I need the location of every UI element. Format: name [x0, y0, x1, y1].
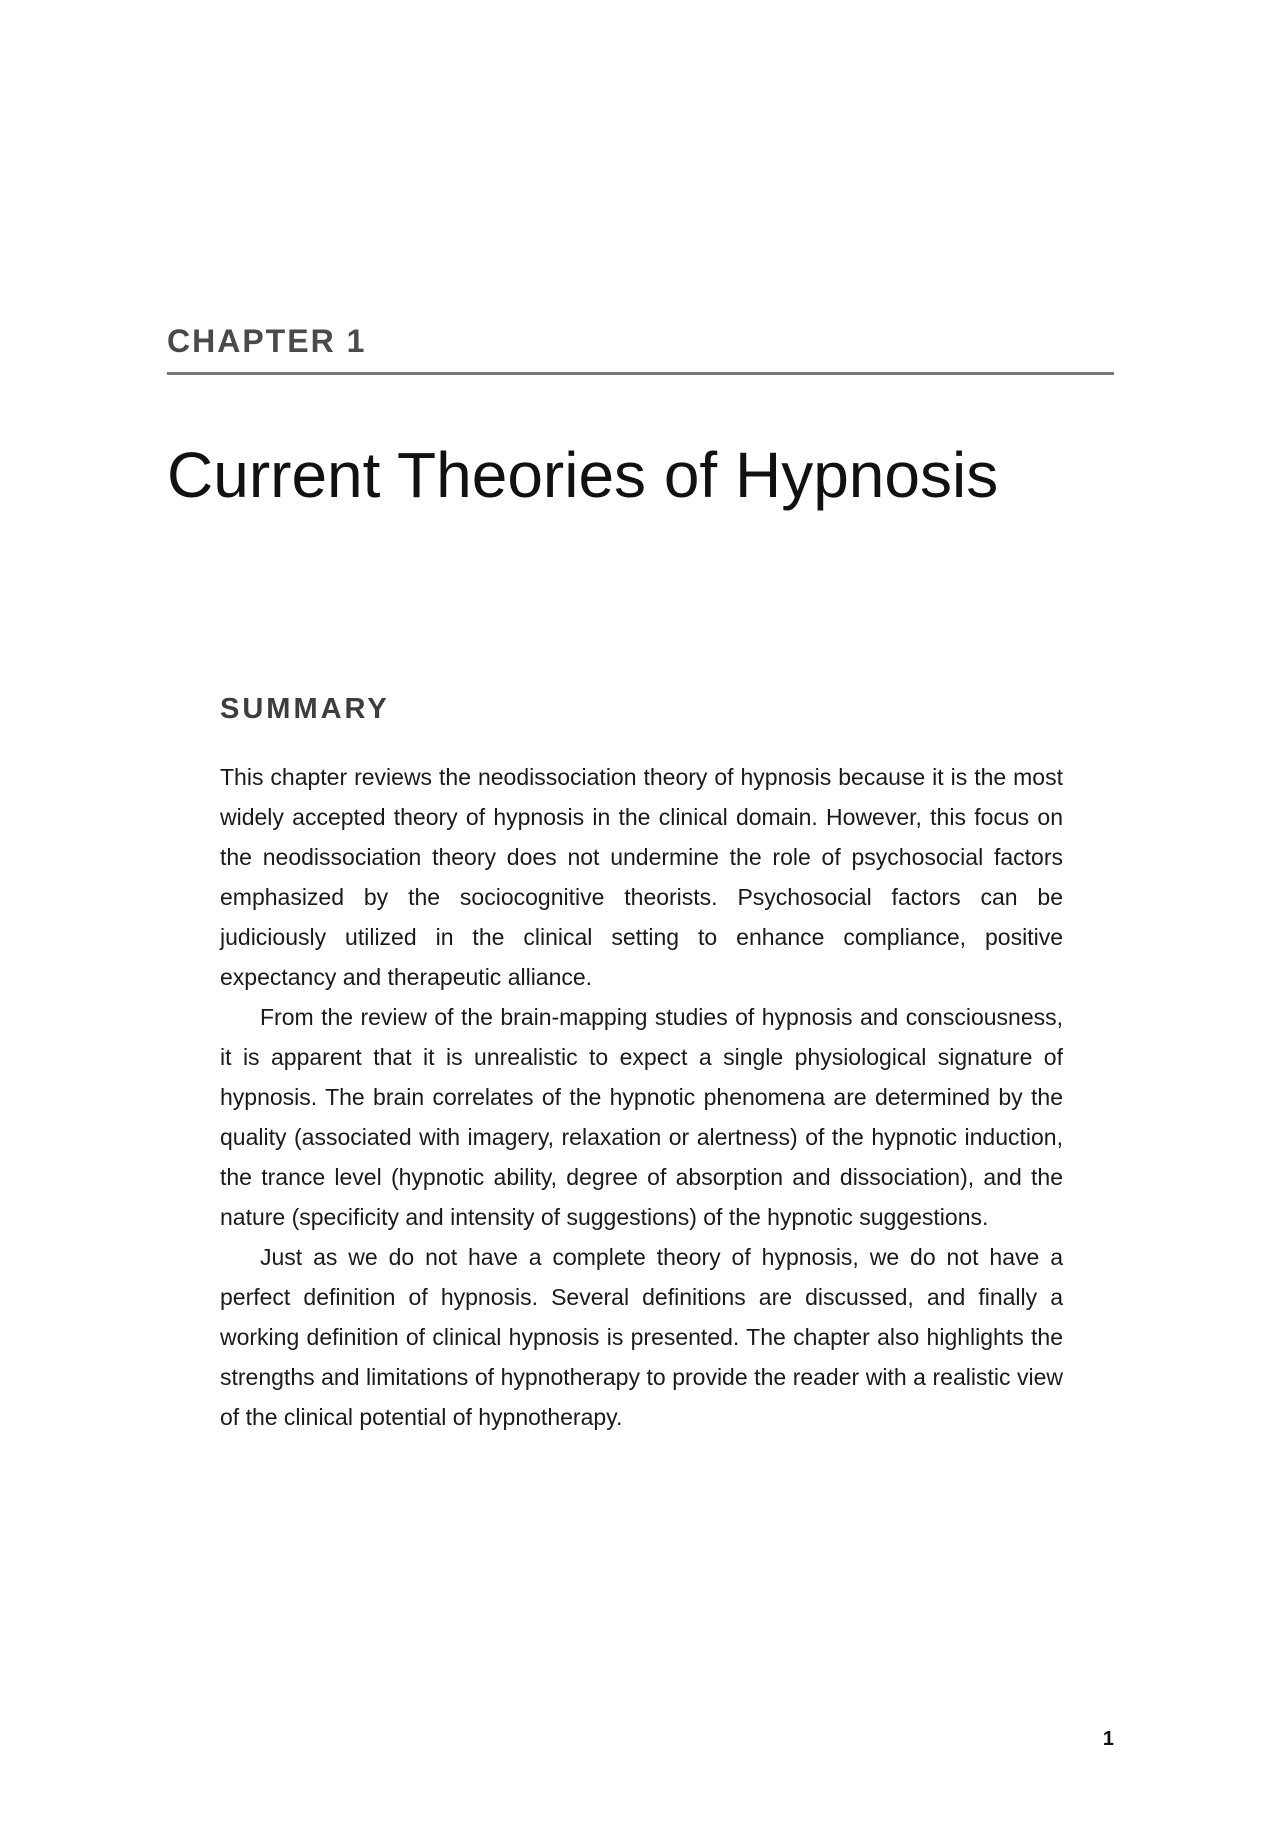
- chapter-label: CHAPTER 1: [167, 323, 367, 359]
- summary-body: [220, 757, 1063, 1437]
- chapter-title: Current Theories of Hypnosis: [167, 439, 999, 511]
- summary-heading: SUMMARY: [220, 693, 390, 725]
- page-number: 1: [1102, 1728, 1114, 1750]
- summary-paragraph-1: This chapter reviews the neodissociation theory of hypnosis because it is the most widely accepted theory of hypnosis in the clinical domain. However, this focus on the neodissociation theory does not undermine the role of psychosocial factors emphasized by the sociocognitive theorists. Psychosocial factors can be judiciously utilized in the clinical setting to enhance compliance, positive expectancy and therapeutic alliance.: [220, 764, 1063, 990]
- chapter-divider: [167, 372, 1114, 375]
- summary-paragraph-2: From the review of the brain-mapping studies of hypnosis and consciousness, it is apparent that it is unrealistic to expect a single physiological signature of hypnosis. The brain correlates of the hypnotic phenomena are determined by the quality (associated with imagery, relaxation or alertness) of the hypnotic induction, the trance level (hypnotic ability, degree of absorption and dissociation), and the nature (specificity and intensity of suggestions) of the hypnotic suggestions.: [220, 1004, 1063, 1230]
- summary-paragraph-3: Just as we do not have a complete theory of hypnosis, we do not have a perfect definition of hypnosis. Several definitions are discussed, and finally a working definition of clinical hypnosis is presented. The chapter also highlights the strengths and limitations of hypnotherapy to provide the reader with a realistic view of the clinical potential of hypnotherapy.: [220, 1244, 1063, 1430]
